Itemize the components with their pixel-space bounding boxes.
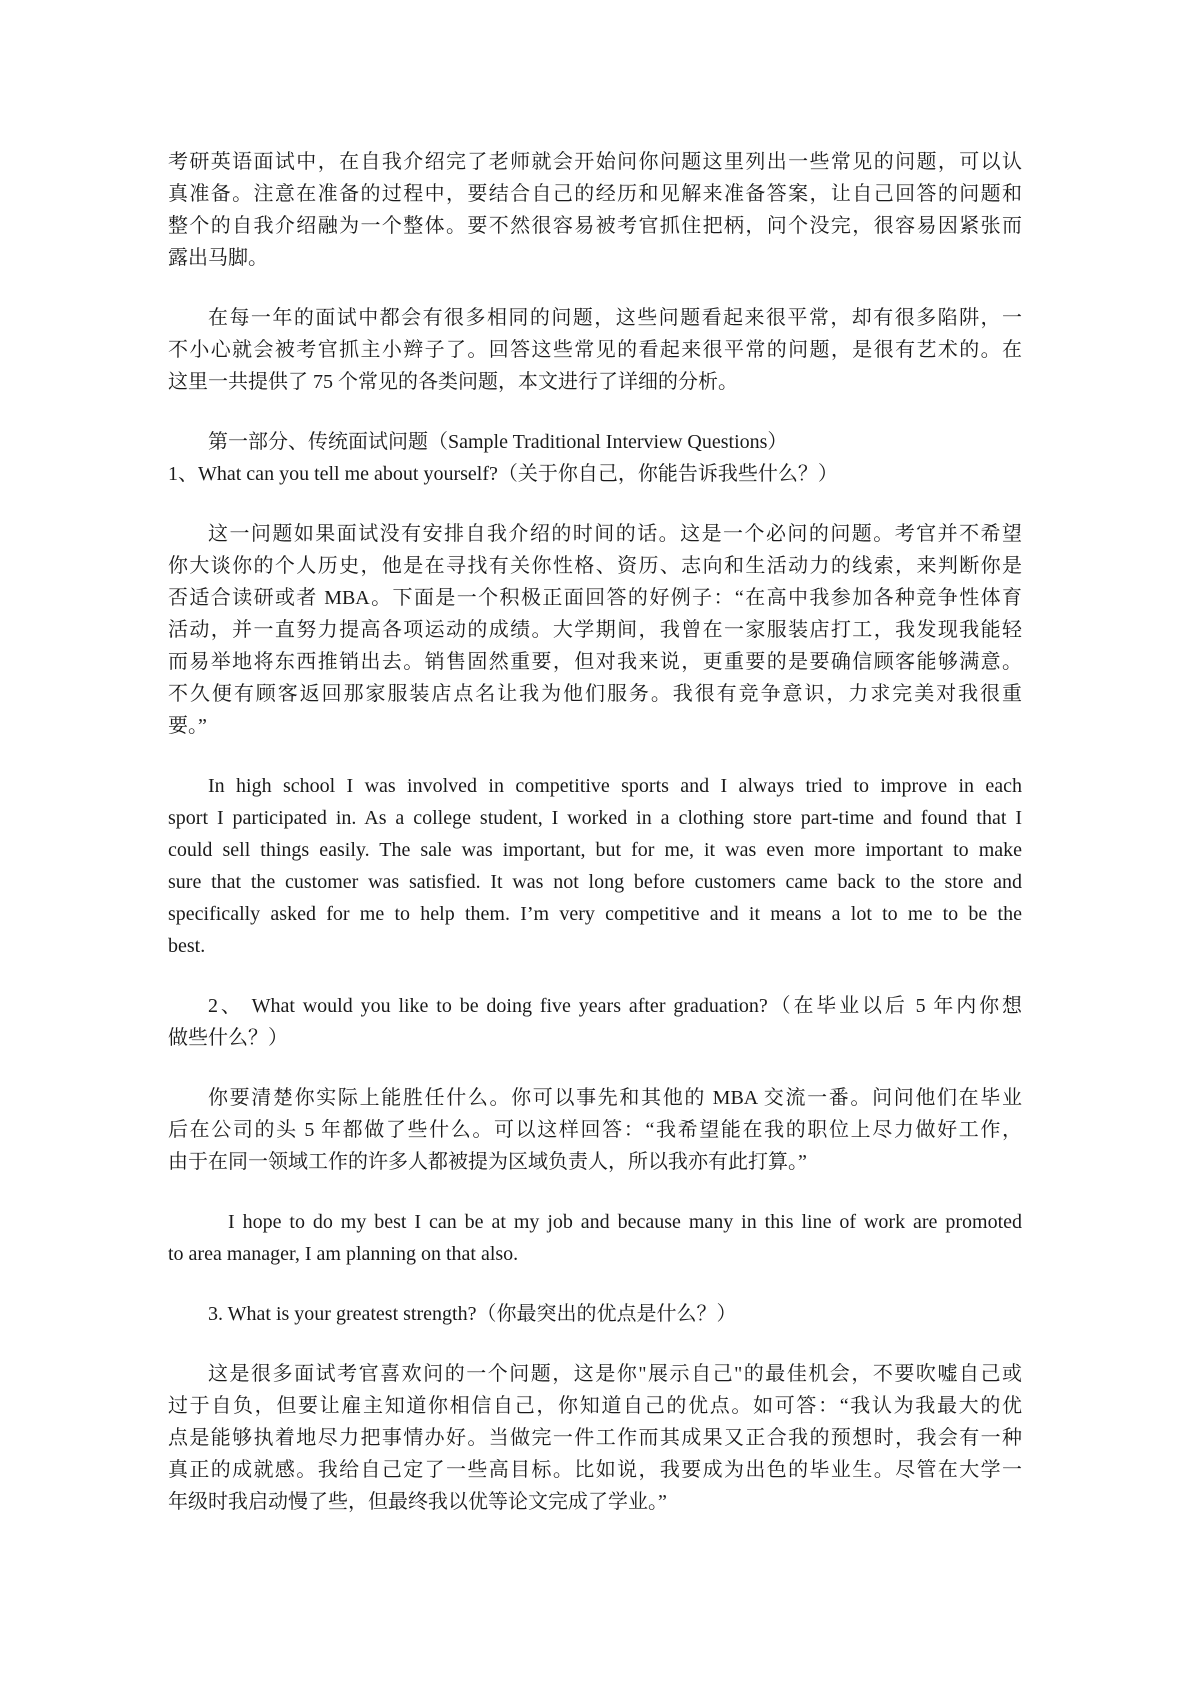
text-line: 不小心就会被考官抓主小辫子了。回答这些常见的看起来很平常的问题，是很有艺术的。在	[168, 339, 1022, 361]
question-1-answer-chinese	[168, 518, 1022, 742]
text-line: 2、 What would you like to be doing five years after graduation?（在毕业以后 5 年内你想	[208, 995, 1022, 1017]
question-2-answer-english	[168, 1206, 1022, 1270]
text-line: 第一部分、传统面试问题（Sample Traditional Interview Questions）	[208, 431, 788, 453]
text-line: 点是能够执着地尽力把事情办好。当做完一件工作而其成果又正合我的预想时，我会有一种	[168, 1427, 1022, 1449]
text-line: 1、What can you tell me about yourself?（关于你自己，你能告诉我些什么？）	[168, 463, 838, 485]
text-line: 在每一年的面试中都会有很多相同的问题，这些问题看起来很平常，却有很多陷阱，一	[208, 307, 1022, 329]
text-line: 整个的自我介绍融为一个整体。要不然很容易被考官抓住把柄，问个没完，很容易因紧张而	[168, 215, 1022, 237]
text-line: 要。”	[168, 715, 207, 737]
text-line: 这一问题如果面试没有安排自我介绍的时间的话。这是一个必问的问题。考官并不希望	[208, 523, 1022, 545]
text-line: 这里一共提供了 75 个常见的各类问题，本文进行了详细的分析。	[168, 371, 738, 393]
text-line: 露出马脚。	[168, 247, 268, 269]
text-line: 真正的成就感。我给自己定了一些高目标。比如说，我要成为出色的毕业生。尽管在大学一	[168, 1459, 1022, 1481]
section-heading-and-question-1	[168, 426, 1022, 490]
text-line: 你要清楚你实际上能胜任什么。你可以事先和其他的 MBA 交流一番。问问他们在毕业	[208, 1087, 1022, 1109]
document-body	[168, 146, 1022, 1518]
text-line: I hope to do my best I can be at my job and because many in this line of work are promoted	[228, 1211, 1022, 1233]
text-line: 而易举地将东西推销出去。销售固然重要，但对我来说，更重要的是要确信顾客能够满意。	[168, 651, 1022, 673]
text-line: specifically asked for me to help them. I’m very competitive and it means a lot to me to be the	[168, 903, 1022, 925]
text-line: 由于在同一领域工作的许多人都被提为区域负责人，所以我亦有此打算。”	[168, 1151, 807, 1173]
text-line: 不久便有顾客返回那家服装店点名让我为他们服务。我很有竞争意识，力求完美对我很重	[168, 683, 1022, 705]
text-line: 后在公司的头 5 年都做了些什么。可以这样回答：“我希望能在我的职位上尽力做好工作，	[168, 1119, 1022, 1141]
text-line: 3. What is your greatest strength?（你最突出的优点是什么？）	[208, 1303, 737, 1325]
text-line: 活动，并一直努力提高各项运动的成绩。大学期间，我曾在一家服装店打工，我发现我能轻	[168, 619, 1022, 641]
question-1-answer-english	[168, 770, 1022, 962]
text-line: 考研英语面试中，在自我介绍完了老师就会开始问你问题这里列出一些常见的问题，可以认	[168, 151, 1022, 173]
text-line: could sell things easily. The sale was important, but for me, it was even more important to make	[168, 839, 1022, 861]
intro-paragraph	[168, 146, 1022, 274]
text-line: 年级时我启动慢了些，但最终我以优等论文完成了学业。”	[168, 1491, 667, 1513]
text-line: 过于自负，但要让雇主知道你相信自己，你知道自己的优点。如可答：“我认为我最大的优	[168, 1395, 1022, 1417]
text-line: 真准备。注意在准备的过程中，要结合自己的经历和见解来准备答案，让自己回答的问题和	[168, 183, 1022, 205]
question-3-answer-chinese	[168, 1358, 1022, 1518]
question-3	[168, 1298, 1022, 1330]
overview-paragraph	[168, 302, 1022, 398]
text-line: 这是很多面试考官喜欢问的一个问题，这是你"展示自己"的最佳机会，不要吹嘘自己或	[208, 1363, 1022, 1385]
text-line: to area manager, I am planning on that also.	[168, 1243, 519, 1265]
text-line: In high school I was involved in competitive sports and I always tried to improve in each	[208, 775, 1022, 797]
text-line: sport I participated in. As a college student, I worked in a clothing store part-time and found that I	[168, 807, 1022, 829]
text-line: sure that the customer was satisfied. It was not long before customers came back to the store and	[168, 871, 1022, 893]
text-line: best.	[168, 935, 206, 957]
text-line: 你大谈你的个人历史，他是在寻找有关你性格、资历、志向和生活动力的线索，来判断你是	[168, 555, 1022, 577]
question-2	[168, 990, 1022, 1054]
text-line: 做些什么？）	[168, 1027, 288, 1049]
text-line: 否适合读研或者 MBA。下面是一个积极正面回答的好例子：“在高中我参加各种竞争性体育	[168, 587, 1022, 609]
question-2-answer-chinese	[168, 1082, 1022, 1178]
